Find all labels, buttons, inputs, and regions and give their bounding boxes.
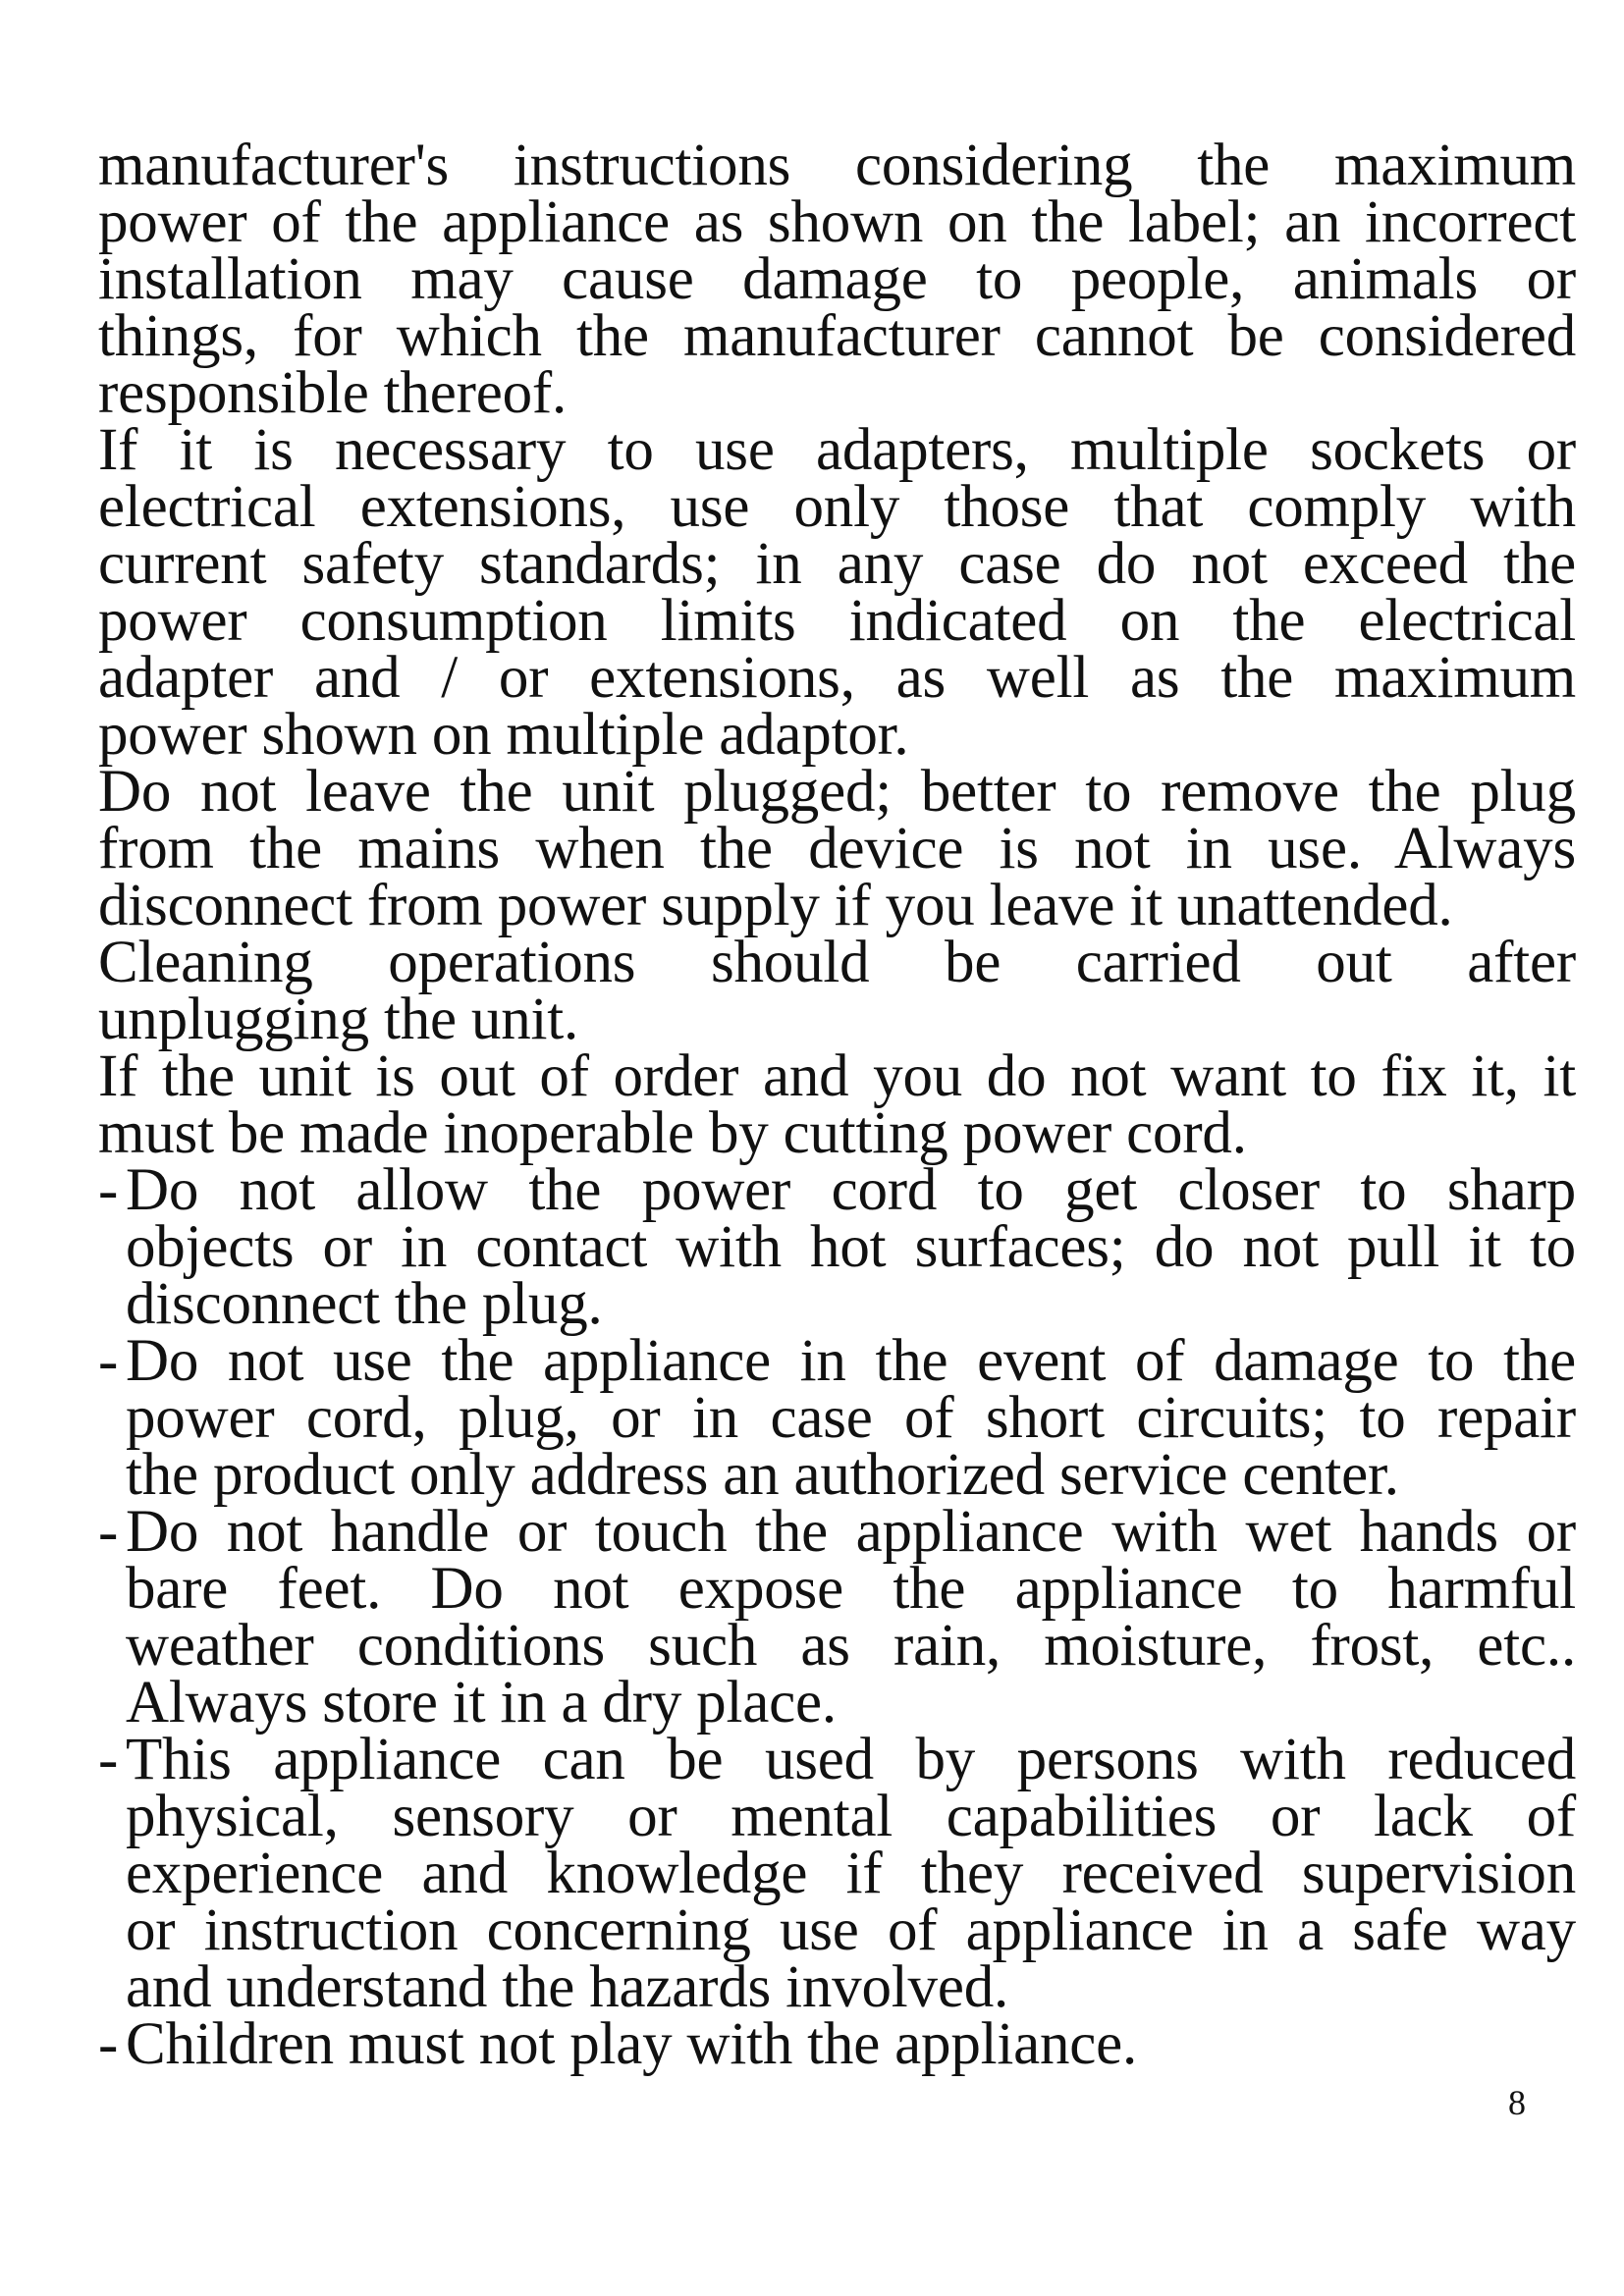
text-line: experience and knowledge if they received supervision <box>126 1841 1576 1906</box>
bullet-dash: - <box>98 1727 119 1792</box>
text-line: the product only address an authorized service center. <box>126 1442 1399 1508</box>
text-line: Cleaning operations should be carried out after <box>98 930 1576 995</box>
list-item <box>98 1328 1576 1394</box>
bullet-dash: - <box>98 1157 119 1223</box>
text-line: disconnect the plug. <box>126 1271 603 1337</box>
text-line: things, for which the manufacturer cannot be considered <box>98 303 1576 369</box>
text-line: physical, sensory or mental capabilities or lack of <box>126 1784 1576 1849</box>
text-line: If it is necessary to use adapters, multiple sockets or <box>98 417 1576 483</box>
text-line: manufacturer's instructions considering the maximum <box>98 133 1576 198</box>
document-body <box>98 133 1576 2077</box>
text-line: installation may cause damage to people, animals or <box>98 246 1576 312</box>
text-line: disconnect from power supply if you leave it unattended. <box>98 873 1453 938</box>
text-line: power consumption limits indicated on the electrical <box>98 588 1576 654</box>
text-line: Do not leave the unit plugged; better to remove the plug <box>98 759 1576 825</box>
text-line: or instruction concerning use of appliance in a safe way <box>126 1897 1576 1963</box>
text-line: weather conditions such as rain, moisture, frost, etc.. <box>126 1613 1576 1679</box>
text-line: adapter and / or extensions, as well as the maximum <box>98 645 1576 711</box>
bullet-dash: - <box>98 2011 119 2077</box>
text-line: current safety standards; in any case do not exceed the <box>98 531 1576 597</box>
list-item <box>98 2011 1576 2077</box>
list-item-text: Children must not play with the appliance. <box>126 2011 1138 2077</box>
list-item <box>98 1499 1576 1565</box>
text-line: and understand the hazards involved. <box>126 1954 1009 2020</box>
text-line: must be made inoperable by cutting power cord. <box>98 1100 1247 1166</box>
text-line: electrical extensions, use only those that comply with <box>98 474 1576 540</box>
list-item-text: Do not allow the power cord to get closer to sharp <box>126 1157 1576 1223</box>
list-item <box>98 1157 1576 1223</box>
text-line: bare feet. Do not expose the appliance to harmful <box>126 1556 1576 1622</box>
bullet-dash: - <box>98 1328 119 1394</box>
text-line: from the mains when the device is not in use. Always <box>98 816 1576 881</box>
text-line: power cord, plug, or in case of short circuits; to repair <box>126 1385 1576 1451</box>
text-line: If the unit is out of order and you do not want to fix it, it <box>98 1043 1576 1109</box>
text-line: Always store it in a dry place. <box>126 1670 837 1735</box>
list-item <box>98 1727 1576 1792</box>
text-line: unplugging the unit. <box>98 987 579 1052</box>
text-line: power of the appliance as shown on the label; an incorrect <box>98 189 1576 255</box>
list-item-text: This appliance can be used by persons with reduced <box>126 1727 1576 1792</box>
bullet-dash: - <box>98 1499 119 1565</box>
list-item-text: Do not handle or touch the appliance with wet hands or <box>126 1499 1576 1565</box>
text-line: responsible thereof. <box>98 360 568 426</box>
list-item-text: Do not use the appliance in the event of damage to the <box>126 1328 1576 1394</box>
page-number: 8 <box>1508 2083 1526 2122</box>
text-line: objects or in contact with hot surfaces; do not pull it to <box>126 1214 1576 1280</box>
text-line: power shown on multiple adaptor. <box>98 702 909 768</box>
